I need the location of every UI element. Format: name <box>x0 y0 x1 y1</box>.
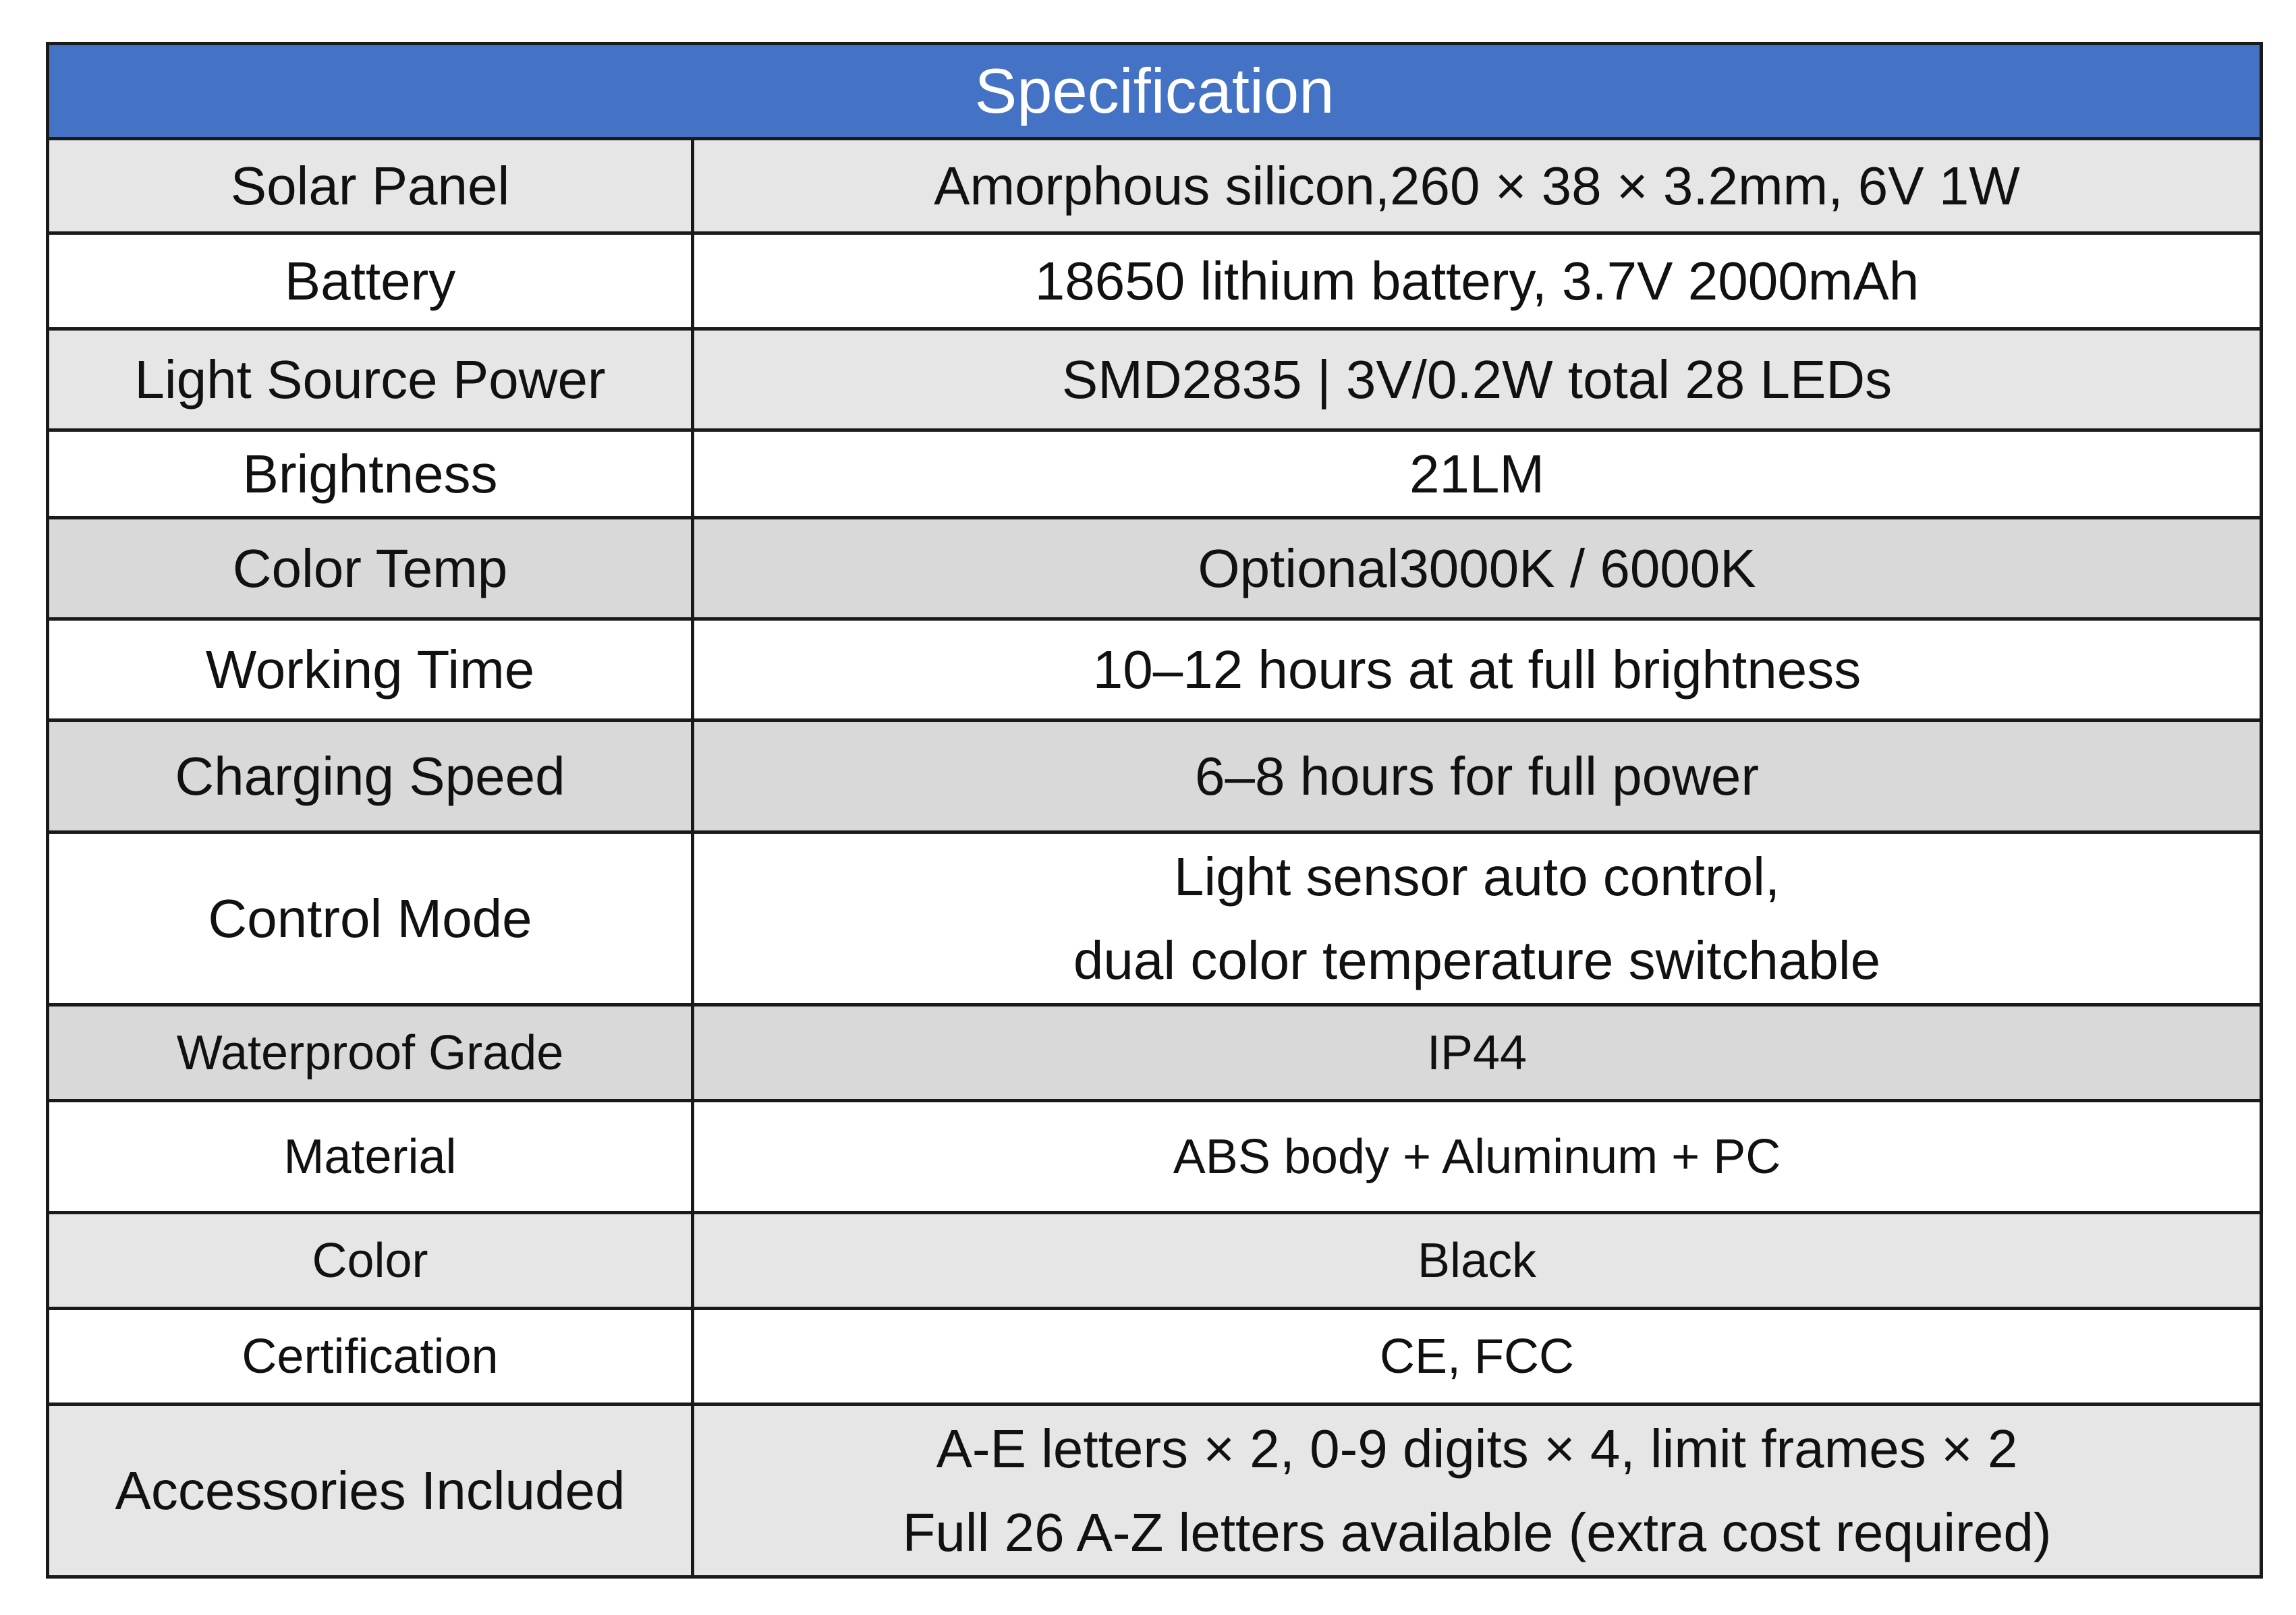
table-row-battery <box>48 233 2262 329</box>
row-value-line: A-E letters × 2, 0-9 digits × 4, limit frames × 2 <box>936 1418 2018 1479</box>
row-label: Color <box>48 1213 693 1309</box>
table-row-accessories-included <box>48 1405 2262 1577</box>
row-value: 10–12 hours at at full brightness <box>693 619 2262 720</box>
row-label: Light Source Power <box>48 329 693 430</box>
row-value: Amorphous silicon,260 × 38 × 3.2mm, 6V 1W <box>693 139 2262 233</box>
row-value: CE, FCC <box>693 1309 2262 1405</box>
table-row-material <box>48 1101 2262 1213</box>
row-label: Working Time <box>48 619 693 720</box>
row-label: Certification <box>48 1309 693 1405</box>
table-title: Specification <box>48 44 2262 139</box>
row-label: Color Temp <box>48 518 693 619</box>
table-row-control-mode <box>48 832 2262 1005</box>
row-label: Accessories Included <box>48 1405 693 1577</box>
table-row-color <box>48 1213 2262 1309</box>
row-label: Solar Panel <box>48 139 693 233</box>
row-value-line: Full 26 A-Z letters available (extra cost required) <box>902 1502 2052 1562</box>
row-value <box>693 832 2262 1005</box>
row-value: Black <box>693 1213 2262 1309</box>
row-label: Battery <box>48 233 693 329</box>
table-row-working-time <box>48 619 2262 720</box>
row-label: Waterproof Grade <box>48 1005 693 1101</box>
row-label: Brightness <box>48 430 693 518</box>
table-header-row <box>48 44 2262 139</box>
row-value: IP44 <box>693 1005 2262 1101</box>
row-value: 21LM <box>693 430 2262 518</box>
specification-table <box>46 42 2263 1579</box>
row-value: ABS body + Aluminum + PC <box>693 1101 2262 1213</box>
table-row-charging-speed <box>48 720 2262 832</box>
row-value: 6–8 hours for full power <box>693 720 2262 832</box>
table-row-brightness <box>48 430 2262 518</box>
table-row-solar-panel <box>48 139 2262 233</box>
table-row-waterproof-grade <box>48 1005 2262 1101</box>
row-value <box>693 1405 2262 1577</box>
row-label: Charging Speed <box>48 720 693 832</box>
row-value-line: dual color temperature switchable <box>1073 930 1881 990</box>
row-value: SMD2835 | 3V/0.2W total 28 LEDs <box>693 329 2262 430</box>
table-row-color-temp <box>48 518 2262 619</box>
row-label: Material <box>48 1101 693 1213</box>
row-label: Control Mode <box>48 832 693 1005</box>
row-value: 18650 lithium battery, 3.7V 2000mAh <box>693 233 2262 329</box>
row-value: Optional3000K / 6000K <box>693 518 2262 619</box>
table-row-light-source-power <box>48 329 2262 430</box>
row-value-line: Light sensor auto control, <box>1173 846 1781 907</box>
table-row-certification <box>48 1309 2262 1405</box>
